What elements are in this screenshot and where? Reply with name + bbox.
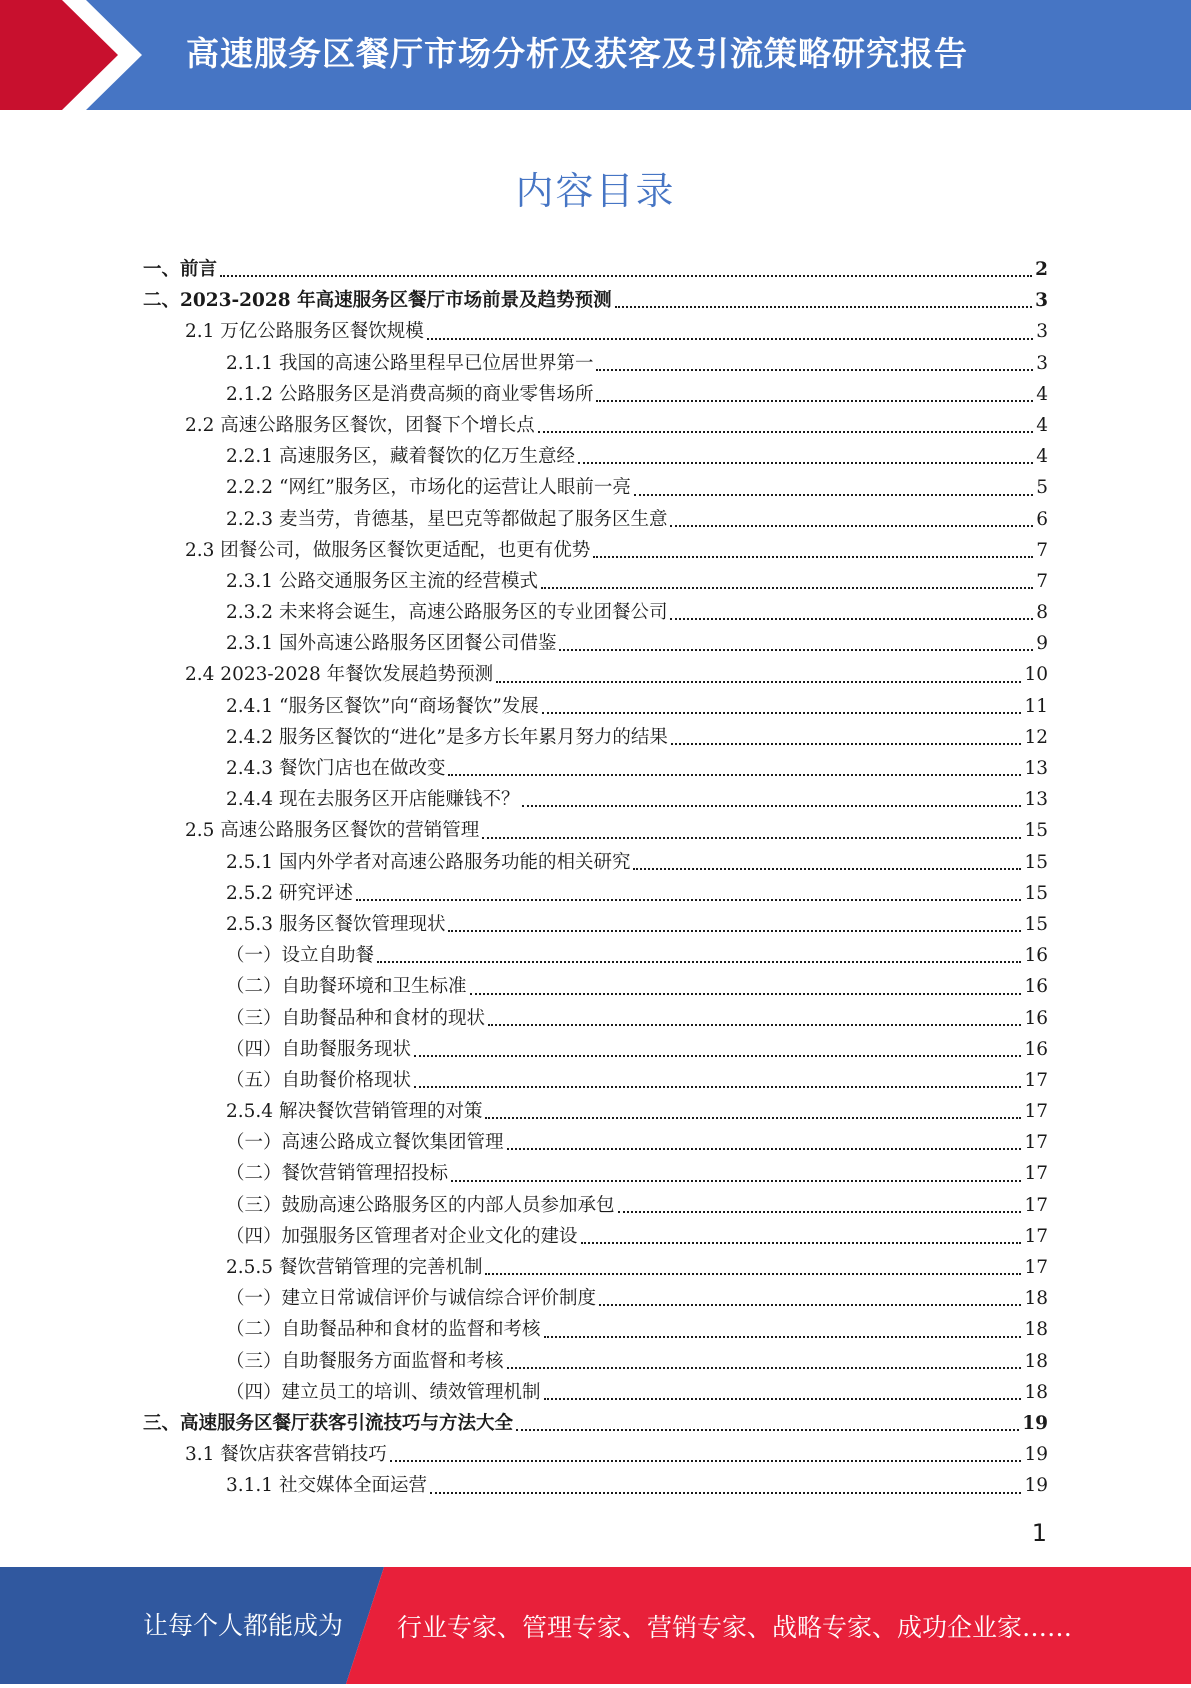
toc-entry-page: 11: [1024, 695, 1048, 717]
toc-entry-label: 2.2 高速公路服务区餐饮，团餐下个增长点: [185, 414, 535, 436]
toc-dot-leader: [544, 1397, 1022, 1400]
toc-dot-leader: [507, 1147, 1022, 1150]
toc-dot-leader: [220, 274, 1032, 277]
toc-dot-leader: [507, 1366, 1022, 1369]
toc-entry-label: 2.5.3 服务区餐饮管理现状: [226, 913, 446, 935]
toc-entry-page: 18: [1024, 1381, 1048, 1403]
toc-dot-leader: [516, 1428, 1019, 1431]
toc-entry-label: （三）自助餐服务方面监督和考核: [226, 1350, 504, 1372]
report-header: [0, 0, 1191, 110]
toc-dot-leader: [356, 898, 1022, 901]
footer-slogan-right: 行业专家、管理专家、营销专家、战略专家、成功企业家……: [397, 1613, 1073, 1642]
toc-entry-page: 15: [1024, 882, 1048, 904]
toc-entry[interactable]: [143, 285, 1048, 316]
toc-entry-label: （三）鼓励高速公路服务区的内部人员参加承包: [226, 1194, 615, 1216]
toc-entry[interactable]: [143, 1127, 1048, 1158]
toc-entry-page: 19: [1024, 1475, 1048, 1497]
toc-entry-page: 10: [1024, 664, 1048, 686]
toc-entry-label: （四）自助餐服务现状: [226, 1038, 412, 1060]
toc-dot-leader: [485, 1272, 1021, 1275]
toc-entry-label: （四）建立员工的培训、绩效管理机制: [226, 1381, 541, 1403]
toc-dot-leader: [541, 586, 1033, 589]
toc-dot-leader: [448, 773, 1021, 776]
toc-entry-page: 15: [1024, 851, 1048, 873]
toc-dot-leader: [390, 1459, 1022, 1462]
toc-entry-label: （一）设立自助餐: [226, 945, 375, 967]
toc-dot-leader: [615, 305, 1033, 308]
toc-entry-page: 16: [1024, 1038, 1048, 1060]
toc-heading: 内容目录: [515, 169, 676, 213]
page-number: 1: [1031, 1519, 1047, 1547]
toc-entry-page: 7: [1036, 539, 1048, 561]
toc-entry[interactable]: [143, 1314, 1048, 1345]
toc-dot-leader: [542, 711, 1022, 714]
toc-entry-page: 17: [1024, 1101, 1048, 1123]
toc-entry[interactable]: [143, 1158, 1048, 1189]
toc-entry-page: 12: [1024, 726, 1048, 748]
toc-entry-page: 13: [1024, 789, 1048, 811]
toc-entry-page: 3: [1035, 290, 1048, 312]
toc-entry-label: 一、前言: [143, 259, 218, 280]
toc-dot-leader: [451, 1179, 1021, 1182]
toc-entry-label: 2.1.1 我国的高速公路里程早已位居世界第一: [226, 352, 594, 374]
toc-dot-leader: [448, 929, 1021, 932]
toc-dot-leader: [671, 742, 1022, 745]
toc-entry-page: 4: [1036, 383, 1048, 405]
toc-entry[interactable]: [143, 1346, 1048, 1377]
toc-dot-leader: [414, 1054, 1021, 1057]
toc-entry-label: 2.1 万亿公路服务区餐饮规模: [185, 321, 424, 343]
toc-entry[interactable]: [143, 1096, 1048, 1127]
toc-entry-page: 3: [1036, 352, 1048, 374]
toc-entry-page: 7: [1036, 570, 1048, 592]
toc-entry-label: 2.2.2 “网红”服务区，市场化的运营让人眼前一亮: [226, 477, 631, 499]
toc-entry-label: 2.3 团餐公司，做服务区餐饮更适配，也更有优势: [185, 539, 591, 561]
toc-entry[interactable]: [143, 441, 1048, 472]
toc-entry-page: 17: [1024, 1225, 1048, 1247]
toc-entry-label: 2.4.4 现在去服务区开店能赚钱不？: [226, 789, 520, 811]
toc-entry[interactable]: [143, 878, 1048, 909]
toc-dot-leader: [633, 867, 1021, 870]
toc-entry-label: 2.2.1 高速服务区，藏着餐饮的亿万生意经: [226, 446, 575, 468]
toc-entry[interactable]: [143, 659, 1048, 690]
toc-entry[interactable]: [143, 753, 1048, 784]
toc-entry-label: 三、高速服务区餐厅获客引流技巧与方法大全: [143, 1412, 514, 1434]
toc-entry-page: 15: [1024, 820, 1048, 842]
toc-entry-label: （四）加强服务区管理者对企业文化的建设: [226, 1225, 578, 1247]
toc-entry-page: 2: [1035, 259, 1048, 280]
toc-entry[interactable]: [143, 1439, 1048, 1470]
toc-dot-leader: [414, 1085, 1021, 1088]
toc-entry-label: 2.5.2 研究评述: [226, 882, 353, 904]
toc-entry-page: 15: [1024, 913, 1048, 935]
toc-entry-page: 16: [1024, 1007, 1048, 1029]
toc-dot-leader: [482, 836, 1021, 839]
toc-entry[interactable]: [143, 316, 1048, 347]
toc-entry-label: 2.5.4 解决餐饮营销管理的对策: [226, 1101, 483, 1123]
toc-entry-label: 2.3.1 国外高速公路服务区团餐公司借鉴: [226, 633, 557, 655]
toc-entry[interactable]: [143, 784, 1048, 815]
toc-dot-leader: [430, 1491, 1021, 1494]
toc-entry[interactable]: [143, 1065, 1048, 1096]
toc-entry[interactable]: [143, 1283, 1048, 1314]
toc-entry-label: 2.5.5 餐饮营销管理的完善机制: [226, 1257, 483, 1278]
toc-entry[interactable]: [143, 847, 1048, 878]
toc-dot-leader: [599, 1303, 1021, 1306]
header-chevron-decoration: [0, 0, 160, 110]
toc-entry[interactable]: [143, 628, 1048, 659]
toc-entry-page: 9: [1036, 633, 1048, 655]
toc-entry-label: （二）餐饮营销管理招投标: [226, 1163, 449, 1185]
toc-entry-label: 2.5.1 国内外学者对高速公路服务功能的相关研究: [226, 851, 631, 873]
report-title: 高速服务区餐厅市场分析及获客及引流策略研究报告: [186, 34, 968, 73]
toc-entry-label: （五）自助餐价格现状: [226, 1069, 412, 1091]
toc-entry[interactable]: [143, 691, 1048, 722]
toc-entry[interactable]: [143, 410, 1048, 441]
toc-entry-label: 2.4 2023-2028 年餐饮发展趋势预测: [185, 664, 494, 686]
toc-dot-leader: [618, 1210, 1022, 1213]
toc-entry[interactable]: [143, 597, 1048, 628]
toc-entry-label: 2.5 高速公路服务区餐饮的营销管理: [185, 820, 480, 842]
toc-entry-page: 19: [1022, 1412, 1048, 1434]
toc-entry-page: 16: [1024, 976, 1048, 998]
toc-entry[interactable]: [143, 1190, 1048, 1221]
toc-entry-page: 5: [1036, 477, 1048, 499]
footer-slogan-left: 让每个人都能成为: [143, 1611, 344, 1640]
toc-entry[interactable]: [143, 815, 1048, 846]
toc-entry-page: 18: [1024, 1350, 1048, 1372]
toc-entry-page: 4: [1036, 446, 1048, 468]
toc-entry-page: 17: [1024, 1257, 1048, 1278]
toc-entry[interactable]: [143, 504, 1048, 535]
table-of-contents: [143, 254, 1048, 1502]
toc-dot-leader: [596, 399, 1033, 402]
toc-entry[interactable]: [143, 909, 1048, 940]
toc-entry-label: （一）建立日常诚信评价与诚信综合评价制度: [226, 1288, 597, 1310]
toc-dot-leader: [485, 1116, 1021, 1119]
toc-entry-page: 3: [1036, 321, 1048, 343]
toc-dot-leader: [670, 524, 1033, 527]
toc-dot-leader: [488, 1023, 1021, 1026]
toc-entry-page: 17: [1024, 1069, 1048, 1091]
toc-entry-page: 16: [1024, 945, 1048, 967]
toc-entry-label: （一）高速公路成立餐饮集团管理: [226, 1132, 504, 1154]
toc-entry-page: 17: [1024, 1194, 1048, 1216]
toc-entry[interactable]: [143, 971, 1048, 1002]
toc-dot-leader: [593, 555, 1033, 558]
toc-entry-label: 2.4.2 服务区餐饮的“进化”是多方长年累月努力的结果: [226, 726, 668, 748]
toc-dot-leader: [427, 337, 1033, 340]
toc-entry-page: 18: [1024, 1288, 1048, 1310]
toc-dot-leader: [544, 1335, 1022, 1338]
toc-entry-label: 2.3.1 公路交通服务区主流的经营模式: [226, 570, 538, 592]
toc-entry-label: 2.4.3 餐饮门店也在做改变: [226, 758, 446, 779]
toc-entry-label: （二）自助餐环境和卫生标准: [226, 976, 467, 998]
toc-entry-page: 6: [1036, 508, 1048, 530]
toc-dot-leader: [578, 461, 1033, 464]
toc-dot-leader: [496, 680, 1021, 683]
toc-entry-page: 4: [1036, 414, 1048, 436]
toc-dot-leader: [470, 992, 1022, 995]
toc-dot-leader: [559, 648, 1033, 651]
toc-entry[interactable]: [143, 1470, 1048, 1501]
toc-entry-label: 2.3.2 未来将会诞生，高速公路服务区的专业团餐公司: [226, 602, 668, 624]
toc-entry[interactable]: [143, 254, 1048, 285]
toc-entry[interactable]: [143, 348, 1048, 379]
toc-entry[interactable]: [143, 1003, 1048, 1034]
toc-entry-label: 2.1.2 公路服务区是消费高频的商业零售场所: [226, 383, 594, 405]
toc-entry-page: 17: [1024, 1132, 1048, 1154]
toc-entry-page: 8: [1036, 602, 1048, 624]
toc-entry[interactable]: [143, 379, 1048, 410]
toc-entry[interactable]: [143, 940, 1048, 971]
toc-dot-leader: [581, 1241, 1022, 1244]
toc-entry[interactable]: [143, 722, 1048, 753]
toc-entry[interactable]: [143, 1408, 1048, 1439]
toc-entry-label: （三）自助餐品种和食材的现状: [226, 1007, 486, 1029]
report-footer: [0, 1567, 1191, 1684]
toc-entry[interactable]: [143, 535, 1048, 566]
toc-entry-page: 17: [1024, 1163, 1048, 1185]
toc-entry-label: （二）自助餐品种和食材的监督和考核: [226, 1319, 541, 1341]
toc-dot-leader: [596, 368, 1033, 371]
toc-entry-page: 19: [1024, 1444, 1048, 1466]
toc-entry[interactable]: [143, 1221, 1048, 1252]
toc-entry-page: 18: [1024, 1319, 1048, 1341]
toc-entry[interactable]: [143, 1377, 1048, 1408]
toc-entry-label: 3.1 餐饮店获客营销技巧: [185, 1444, 387, 1466]
toc-entry-label: 3.1.1 社交媒体全面运营: [226, 1475, 427, 1497]
toc-dot-leader: [634, 493, 1033, 496]
toc-entry-label: 2.2.3 麦当劳，肯德基，星巴克等都做起了服务区生意: [226, 508, 668, 530]
toc-entry[interactable]: [143, 566, 1048, 597]
toc-dot-leader: [538, 430, 1033, 433]
toc-entry-label: 二、2023-2028 年高速服务区餐厅市场前景及趋势预测: [143, 290, 612, 312]
toc-dot-leader: [377, 960, 1021, 963]
toc-dot-leader: [670, 617, 1033, 620]
toc-entry[interactable]: [143, 1252, 1048, 1283]
toc-dot-leader: [522, 804, 1021, 807]
toc-entry-page: 13: [1024, 758, 1048, 779]
toc-entry[interactable]: [143, 472, 1048, 503]
toc-entry-label: 2.4.1 “服务区餐饮”向“商场餐饮”发展: [226, 695, 539, 717]
toc-entry[interactable]: [143, 1034, 1048, 1065]
